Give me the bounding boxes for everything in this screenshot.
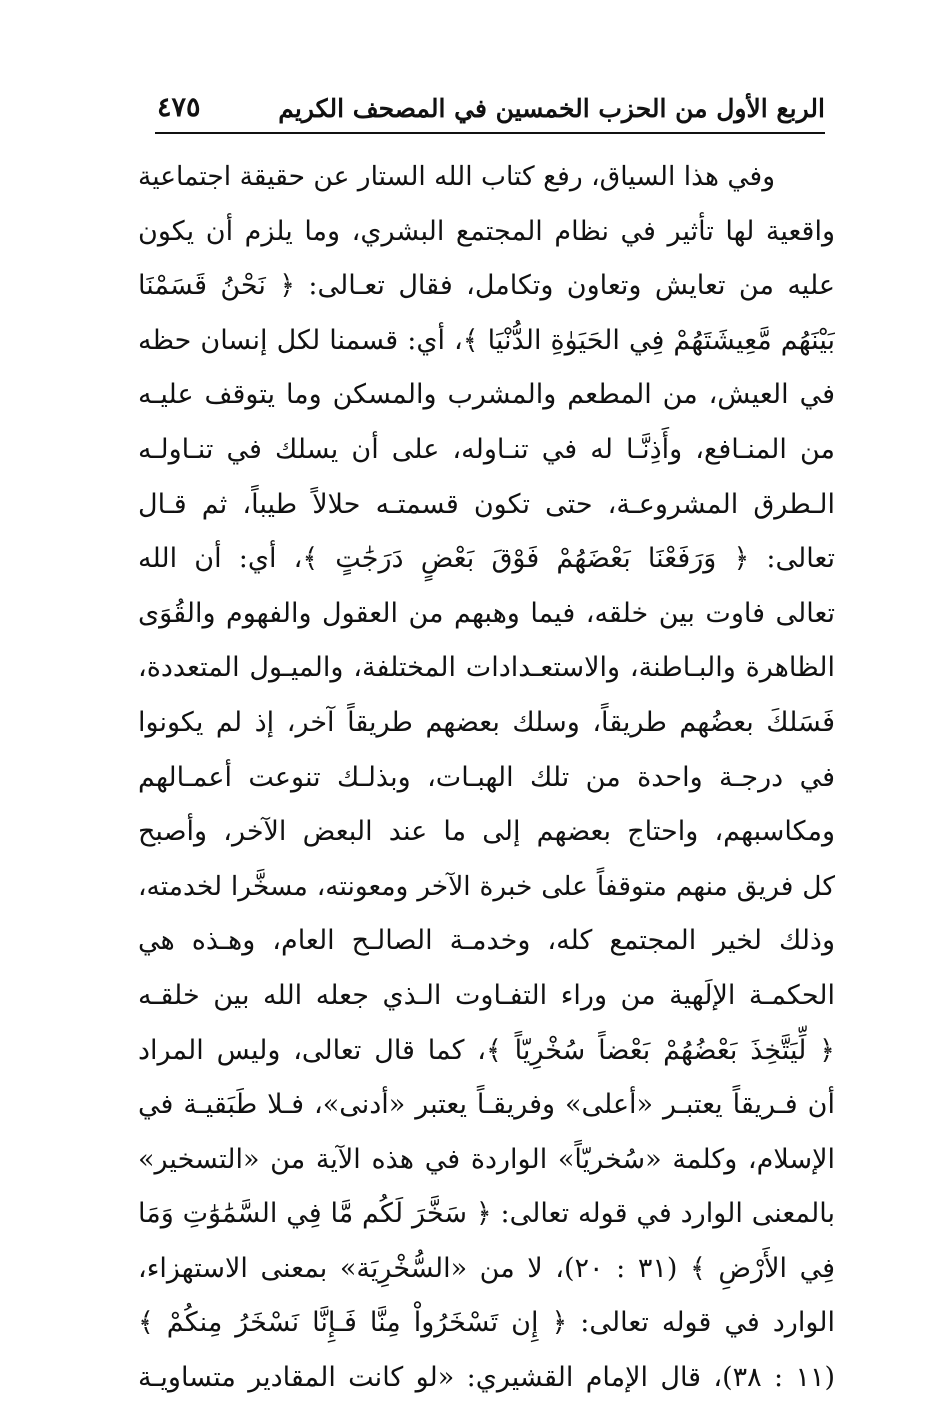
page-number: ٤٧٥ [157, 92, 201, 123]
running-title: الربع الأول من الحزب الخمسين في المصحف الكريم [278, 94, 825, 123]
text-line: فِي الأَرْضِ ﴾ (٣١ : ٢٠)، لا من «السُّخْرِيَة» بمعنى الاستهزاء، [138, 1252, 835, 1284]
text-line: (١١ : ٣٨)، قال الإمام القشيري: «لو كانت المقادير متساويـة [138, 1362, 835, 1394]
text-line: وذلك لخير المجتمع كله، وخدمـة الصالـح العام، وهـذه هي [138, 925, 835, 957]
text-line: في درجـة واحدة من تلك الهبـات، وبذلـك تنوعت أعمـالهم [138, 761, 835, 793]
text-line: كل فريق منهم متوقفاً على خبرة الآخر ومعونته، مسخَّرا لخدمته، [138, 870, 835, 902]
text-line: الظاهرة والبـاطنة، والاستعـدادات المختلفة، والميـول المتعددة، [138, 652, 835, 684]
text-line: فَسَلكَ بعضُهم طريقاً، وسلك بعضهم طريقاً آخر، إذ لم يكونوا [138, 706, 835, 738]
text-line: عليه من تعايش وتعاون وتكامل، فقال تعـالى: ﴿ نَحْنُ قَسَمْنَا [138, 270, 835, 302]
text-line: أن فـريقاً يعتبـر «أعلى» وفريقـاً يعتبر «أدنى»، فـلا طَبَقيـة في [138, 1089, 835, 1121]
running-header [155, 88, 825, 134]
text-line: من المنـافع، وأَذِنَّـا له في تنـاوله، على أن يسلك في تنـاولـه [138, 433, 835, 465]
text-line: تعالى: ﴿ وَرَفَعْنَا بَعْضَهُمْ فَوْقَ بَعْضٍ دَرَجَٰتٍ ﴾، أي: أن الله [138, 543, 835, 575]
text-line: في العيش، من المطعم والمشرب والمسكن وما يتوقف عليـه [138, 379, 835, 411]
text-line: ومكاسبهم، واحتاج بعضهم إلى ما عند البعض الآخر، وأصبح [138, 816, 835, 848]
text-line: بالمعنى الوارد في قوله تعالى: ﴿ سَخَّرَ لَكُم مَّا فِي السَّمَٰوَٰتِ وَمَا [138, 1198, 835, 1230]
text-line: الـطرق المشروعـة، حتى تكون قسمتـه حلالاً طيباً، ثم قـال [138, 488, 835, 520]
text-line: تعالى فاوت بين خلقه، فيما وهبهم من العقول والفهوم والقُوَى [138, 597, 835, 629]
body-text [138, 150, 835, 1406]
text-line: الإسلام، وكلمة «سُخريّاً» الواردة في هذه الآية من «التسخير» [138, 1143, 835, 1175]
text-line: واقعية لها تأثير في نظام المجتمع البشري، وما يلزم أن يكون [138, 215, 835, 247]
text-line: الوارد في قوله تعالى: ﴿ إِن تَسْخَرُواْ مِنَّا فَـإِنَّا نَسْخَرُ مِنكُمْ ﴾ [138, 1307, 835, 1339]
text-line: بَيْنَهُم مَّعِيشَتَهُمْ فِي الحَيَوٰةِ الدُّنْيَا ﴾، أي: قسمنا لكل إنسان حظه [138, 324, 835, 356]
text-line: ﴿ لِّيَتَّخِذَ بَعْضُهُمْ بَعْضاً سُخْرِيّاً ﴾، كما قال تعالى، وليس المراد [138, 1034, 835, 1066]
text-line: الحكمـة الإلَهية من وراء التفـاوت الـذي جعله الله بين خلقـه [138, 979, 835, 1011]
text-line: وفي هذا السياق، رفع كتاب الله الستار عن حقيقة اجتماعية [138, 161, 775, 192]
